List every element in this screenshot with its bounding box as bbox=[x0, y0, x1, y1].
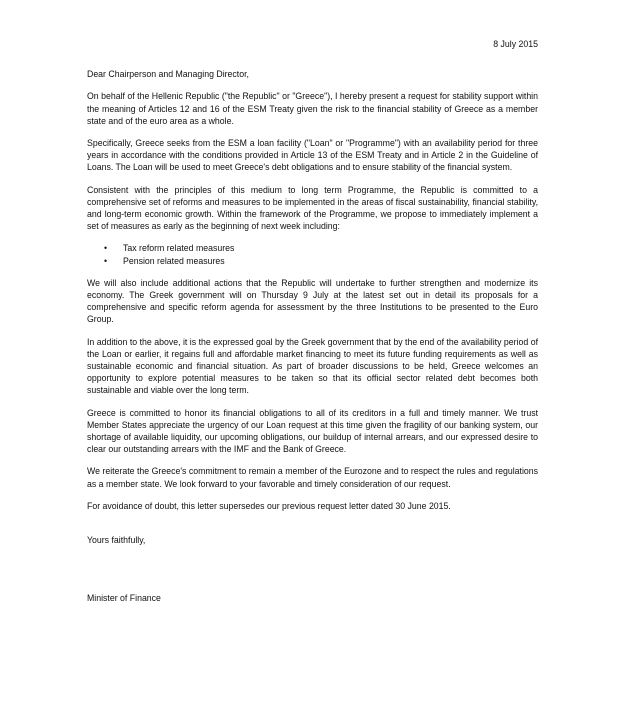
paragraph-supersedes-notice: For avoidance of doubt, this letter supersedes our previous request letter dated 30 June 2015. bbox=[87, 500, 451, 511]
list-item-label: Pension related measures bbox=[123, 255, 225, 266]
list-item-label: Tax reform related measures bbox=[123, 243, 235, 254]
paragraph-market-financing-goal: In addition to the above, it is the expressed goal by the Greek government that by the end of the availability period of the Loan or earlier, it regains full and affordable market financing to meet its future funding requirements as well as sustainable economic and financial situation. As part of broader discussions to be held, Greece welcomes an opportunity to explore potential measures to be taken so that its official sector related debt becomes both sustainable and viable over the long term. bbox=[87, 336, 538, 396]
bullet-icon: • bbox=[104, 255, 108, 266]
measures-list bbox=[87, 242, 538, 266]
paragraph-eurozone-commitment: We reiterate the Greece's commitment to remain a member of the Eurozone and to respect the rules and regulations as a member state. We look forward to your favorable and timely consideration of our request. bbox=[87, 466, 538, 489]
paragraph-loan-facility: Specifically, Greece seeks from the ESM a loan facility ("Loan" or "Programme") with an availability period for three years in accordance with the conditions provided in Article 13 of the ESM Treaty and in Article 2 in the Guideline of Loans. The Loan will be used to meet Greece's debt obligations and to ensure stability of the financial system. bbox=[87, 138, 538, 173]
letter-body bbox=[87, 38, 538, 605]
letter-date: 8 July 2015 bbox=[493, 39, 538, 49]
salutation: Dear Chairperson and Managing Director, bbox=[87, 69, 249, 80]
list-item bbox=[87, 242, 538, 254]
paragraph-financial-obligations: Greece is committed to honor its financial obligations to all of its creditors in a full and timely manner. We trust Member States appreciate the urgency of our Loan request at this time given the fragility of our banking system, our shortage of available liquidity, our upcoming obligations, our buildup of internal arrears, and our expressed desire to clear our outstanding arrears with the IMF and the Bank of Greece. bbox=[87, 407, 538, 455]
paragraph-additional-actions: We will also include additional actions that the Republic will undertake to further strengthen and modernize its economy. The Greek government will on Thursday 9 July at the latest set out in detail its proposals for a comprehensive and specific reform agenda for assessment by the three Institutions to be presented to the Euro Group. bbox=[87, 277, 538, 325]
paragraph-stability-support-request: On behalf of the Hellenic Republic ("the Republic" or "Greece"), I hereby present a request for stability support within the meaning of Articles 12 and 16 of the ESM Treaty given the risk to the financial stability of Greece as a member state and of the euro area as a whole. bbox=[87, 91, 538, 126]
signatory: Minister of Finance bbox=[87, 593, 161, 604]
closing: Yours faithfully, bbox=[87, 535, 146, 546]
list-item bbox=[87, 255, 538, 267]
paragraph-reform-commitment: Consistent with the principles of this medium to long term Programme, the Republic is committed to a comprehensive set of reforms and measures to be implemented in the areas of fiscal sustainability, financial stability, and long-term economic growth. Within the framework of the Programme, we propose to immediately implement a set of measures as early as the beginning of next week including: bbox=[87, 184, 538, 232]
bullet-icon: • bbox=[104, 243, 108, 254]
